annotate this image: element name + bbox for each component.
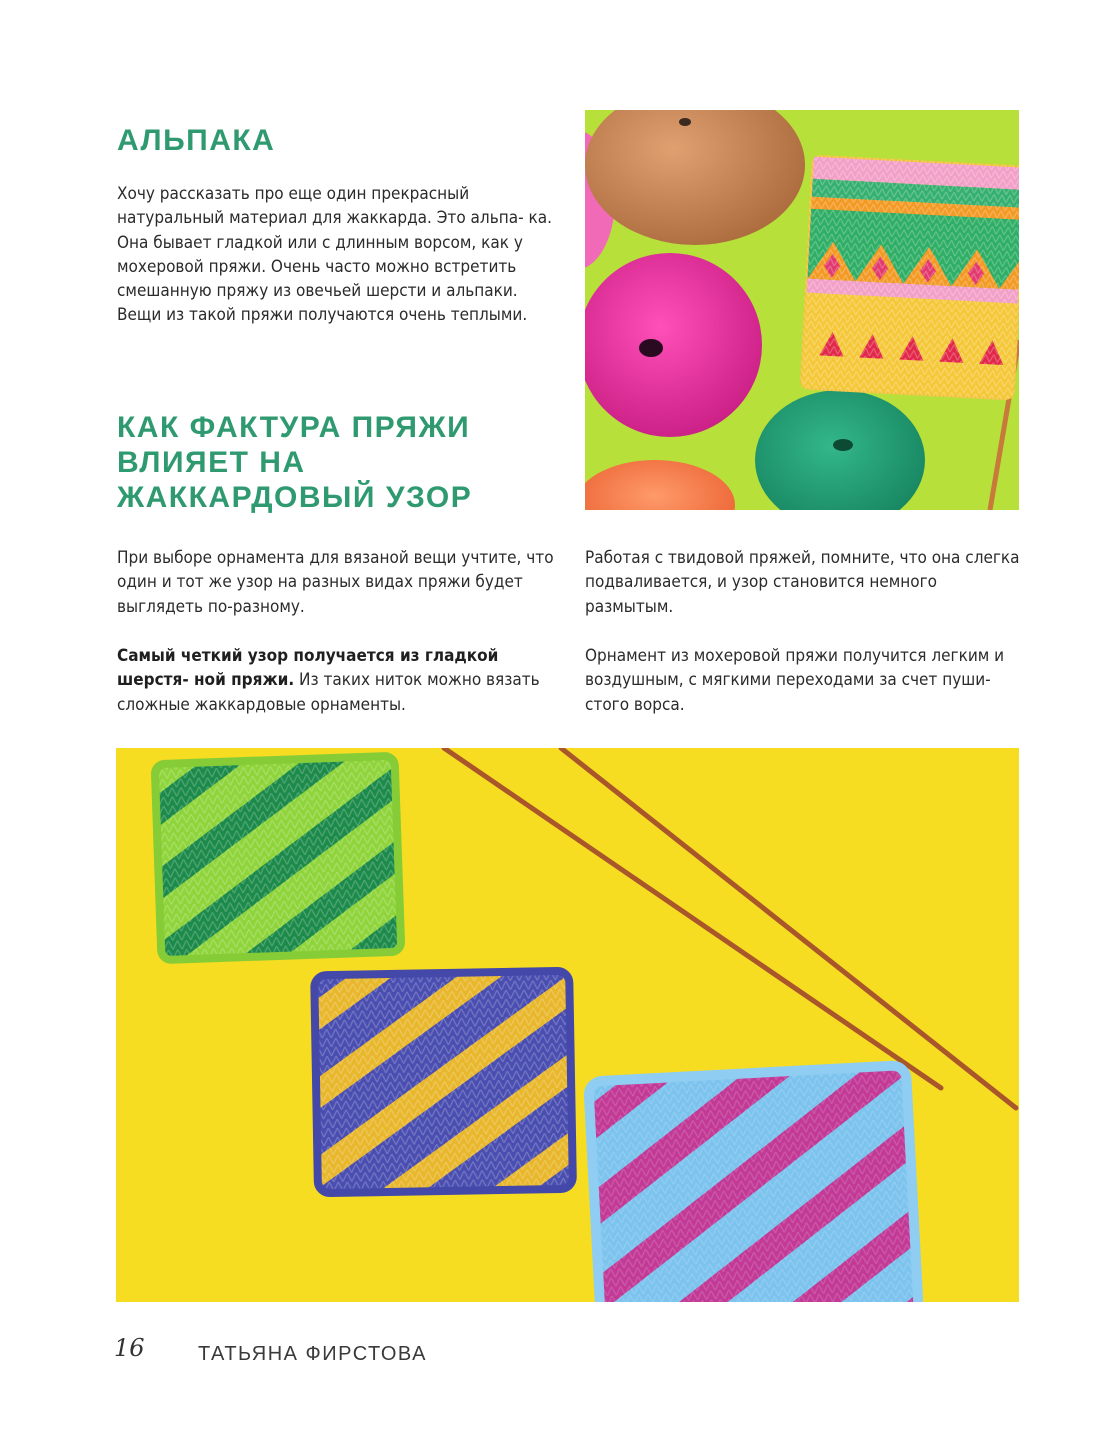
alpaca-paragraph: Хочу рассказать про еще один прекрасный натуральный материал для жаккарда. Это альпа- ка. Она бывает гладкой или с длинным ворсом, как у мохеровой пряжи. Очень часто можно встретить смешанную пряжу из овечьей шерсти и альпаки. Вещи из такой пряжи получаются очень теплыми. — [117, 184, 552, 326]
pattern-choice-paragraph: При выборе орнамента для вязаной вещи учтите, что один и тот же узор на разных видах пряжи будет выглядеть по-разному. — [117, 548, 554, 617]
smooth-yarn-paragraph — [117, 644, 557, 717]
mohair-yarn-paragraph: Орнамент из мохеровой пряжи получится легким и воздушным, с мягкими переходами за счет пуши- стого ворса. — [585, 646, 1005, 715]
page-number: 16 — [114, 1334, 145, 1362]
yarn-balls-photo — [585, 110, 1019, 510]
author-name: ТАТЬЯНА ФИРСТОВА — [198, 1343, 427, 1365]
section-title-alpaca: АЛЬПАКА — [117, 124, 276, 157]
tweed-yarn-paragraph: Работая с твидовой пряжей, помните, что она слегка подваливается, и узор становится немного размытым. — [585, 548, 1020, 617]
smooth-yarn-rest: Из таких ниток можно вязать сложные жаккардовые орнаменты. — [117, 670, 540, 715]
section-title-yarn-texture: КАК ФАКТУРА ПРЯЖИ ВЛИЯЕТ НА ЖАККАРДОВЫЙ УЗОР — [117, 411, 473, 514]
smooth-yarn-bold-lead: Самый четкий узор получается из гладкой шерстя- ной пряжи. — [117, 646, 499, 691]
jacquard-swatches-photo — [116, 748, 1019, 1302]
